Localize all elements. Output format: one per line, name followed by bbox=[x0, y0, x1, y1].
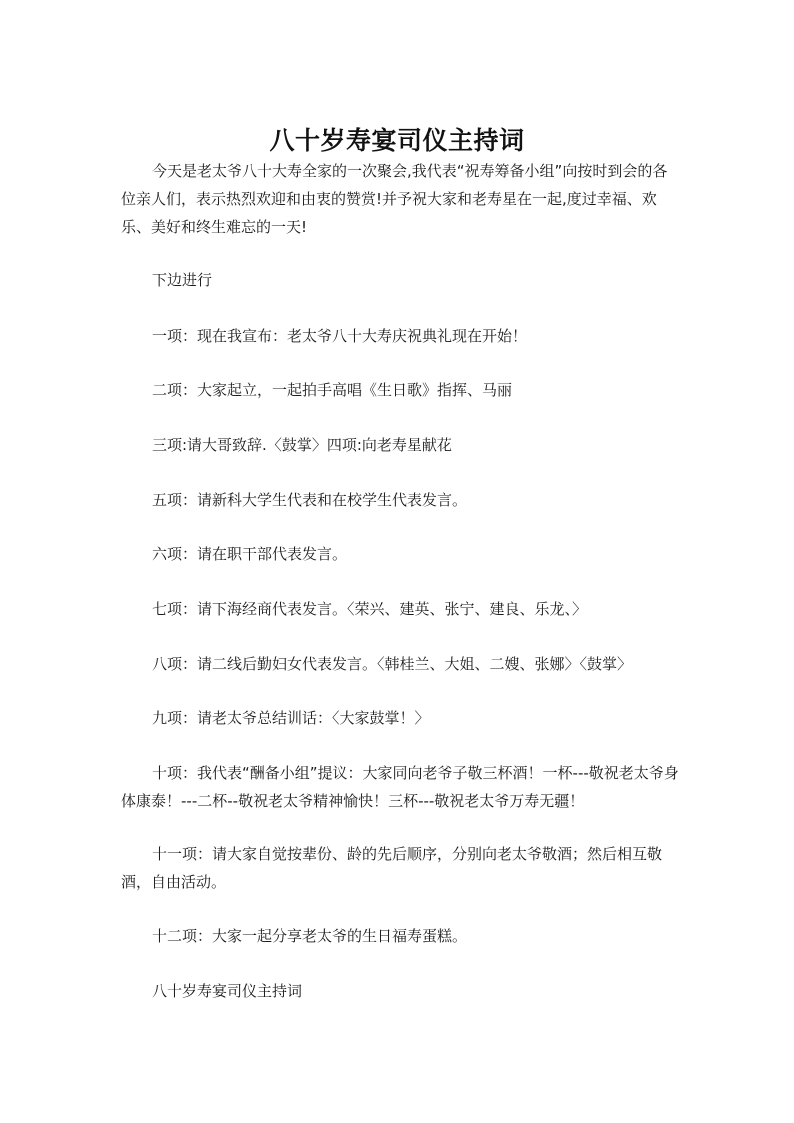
intro-paragraph: 今天是老太爷八十大寿全家的一次聚会,我代表“祝寿筹备小组”向按时到会的各位亲人们，表示热烈欢迎和由衷的赞赏!并予祝大家和老寿星在一起,度过幸福、欢乐、美好和终生难忘的一天! bbox=[121, 162, 668, 236]
program-item-6: 六项：请在职干部代表发言。 bbox=[152, 545, 348, 563]
program-item-10: 十项：我代表“酬备小组”提议：大家同向老爷子敬三杯酒！一杯---敬祝老太爷身体康泰！---二杯--敬祝老太爷精神愉快！三杯---敬祝老太爷万寿无疆！ bbox=[121, 764, 679, 810]
next-paragraph: 下边进行 bbox=[152, 271, 213, 289]
program-item-3: 三项:请大哥致辞.〈鼓掌〉四项:向老寿星献花 bbox=[152, 436, 452, 454]
program-item-2: 二项：大家起立，一起拍手高唱《生日歌》指挥、马丽 bbox=[152, 381, 513, 399]
program-item-12: 十二项：大家一起分享老太爷的生日福寿蛋糕。 bbox=[152, 927, 468, 945]
program-item-9: 九项：请老太爷总结训话：〈大家鼓掌！〉 bbox=[152, 709, 430, 727]
document-title: 八十岁寿宴司仪主持词 bbox=[269, 125, 525, 155]
program-item-1: 一项：现在我宣布：老太爷八十大寿庆祝典礼现在开始！ bbox=[152, 327, 528, 345]
program-item-5: 五项：请新科大学生代表和在校学生代表发言。 bbox=[152, 491, 468, 509]
program-item-7: 七项：请下海经商代表发言。〈荣兴、建英、张宁、建良、乐龙、〉 bbox=[152, 600, 588, 618]
footer-title: 八十岁寿宴司仪主持词 bbox=[152, 982, 303, 1000]
program-item-8: 八项：请二线后勤妇女代表发言。〈韩桂兰、大姐、二嫂、张娜〉〈鼓掌〉 bbox=[152, 655, 633, 673]
program-item-11: 十一项：请大家自觉按辈份、龄的先后顺序，分别向老太爷敬酒；然后相互敬酒，自由活动。 bbox=[121, 845, 663, 891]
